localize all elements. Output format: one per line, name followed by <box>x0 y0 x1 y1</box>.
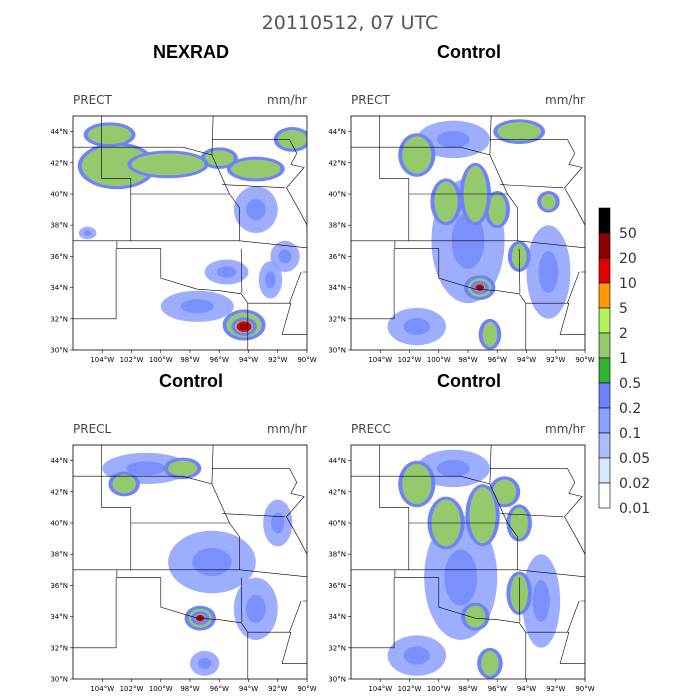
lon-tick-label: 100°W <box>426 356 451 364</box>
precip-area <box>168 461 197 477</box>
colorbar-label: 0.2 <box>619 401 642 417</box>
lon-tick-label: 94°W <box>516 356 537 364</box>
precip-area <box>112 475 135 494</box>
precip-area <box>84 230 92 236</box>
lon-tick-label: 92°W <box>546 356 566 364</box>
lat-tick-label: 34°N <box>328 284 346 293</box>
lat-tick-label: 32°N <box>50 644 68 653</box>
precip-area <box>539 251 559 293</box>
colorbar-label: 0.1 <box>619 426 642 442</box>
precip-area <box>278 249 291 263</box>
lon-tick-label: 104°W <box>90 685 115 693</box>
colorbar-swatch <box>599 383 610 408</box>
lat-tick-label: 40°N <box>50 519 68 528</box>
precip-area <box>402 464 431 505</box>
precip-area <box>402 136 431 173</box>
lat-tick-label: 34°N <box>328 613 346 622</box>
lat-tick-label: 40°N <box>50 190 68 199</box>
lon-tick-label: 104°W <box>368 356 393 364</box>
lon-tick-label: 100°W <box>148 356 173 364</box>
precip-area <box>231 160 281 179</box>
lat-tick-label: 34°N <box>50 613 68 622</box>
lat-tick-label: 42°N <box>50 159 68 168</box>
figure-title: 20110512, 07 UTC <box>261 12 439 34</box>
map-panel-nexrad <box>0 42 336 364</box>
lon-tick-label: 96°W <box>487 356 507 364</box>
colorbar-swatch <box>599 408 610 433</box>
lon-tick-label: 104°W <box>90 356 115 364</box>
precip-area <box>465 606 485 628</box>
lat-tick-label: 36°N <box>50 252 68 261</box>
unit-label: mm/hr <box>267 93 307 107</box>
lon-tick-label: 94°W <box>238 356 259 364</box>
precip-area <box>192 548 231 576</box>
variable-label: PRECL <box>73 422 112 436</box>
lon-tick-label: 92°W <box>546 685 566 693</box>
lon-tick-label: 104°W <box>368 685 393 693</box>
precip-core <box>240 323 249 329</box>
lat-tick-label: 38°N <box>50 221 68 230</box>
precip-area <box>88 125 132 144</box>
precip-area <box>126 461 165 475</box>
lat-tick-label: 42°N <box>328 159 346 168</box>
lon-tick-label: 100°W <box>148 685 173 693</box>
lon-tick-label: 94°W <box>516 685 537 693</box>
lat-tick-label: 32°N <box>50 315 68 324</box>
lat-tick-label: 44°N <box>328 457 346 466</box>
lat-tick-label: 44°N <box>328 128 346 137</box>
precip-area <box>404 646 430 664</box>
colorbar <box>599 208 650 517</box>
lon-tick-label: 90°W <box>575 356 595 364</box>
lat-tick-label: 30°N <box>50 675 68 684</box>
precip-area <box>510 507 528 538</box>
precip-area <box>265 271 276 288</box>
precip-area <box>437 131 470 148</box>
panel-title: Control <box>437 371 501 391</box>
lon-tick-label: 96°W <box>487 685 507 693</box>
lat-tick-label: 40°N <box>328 519 346 528</box>
precip-area <box>246 595 266 623</box>
panel-title: Control <box>437 42 501 62</box>
map-panels <box>0 42 614 693</box>
colorbar-swatch <box>599 458 610 483</box>
precip-area <box>533 580 550 622</box>
lat-tick-label: 38°N <box>328 550 346 559</box>
lat-tick-label: 42°N <box>50 488 68 497</box>
lon-tick-label: 90°W <box>297 685 317 693</box>
colorbar-label: 20 <box>619 251 637 267</box>
precip-area <box>271 512 284 533</box>
panel-title: Control <box>159 371 223 391</box>
lat-tick-label: 40°N <box>328 190 346 199</box>
unit-label: mm/hr <box>267 422 307 436</box>
precip-area <box>132 153 205 175</box>
colorbar-label: 1 <box>619 351 628 367</box>
lat-tick-label: 36°N <box>328 581 346 590</box>
lon-tick-label: 102°W <box>397 685 422 693</box>
colorbar-swatch <box>599 208 610 233</box>
variable-label: PRECC <box>351 422 391 436</box>
lon-tick-label: 90°W <box>297 356 317 364</box>
lon-tick-label: 98°W <box>458 356 478 364</box>
colorbar-swatch <box>599 233 610 258</box>
panel-title: NEXRAD <box>152 42 230 62</box>
lat-tick-label: 42°N <box>328 488 346 497</box>
unit-label: mm/hr <box>545 422 585 436</box>
lon-tick-label: 100°W <box>426 685 451 693</box>
precip-area <box>404 318 430 335</box>
lon-tick-label: 96°W <box>209 356 229 364</box>
lat-tick-label: 38°N <box>328 221 346 230</box>
lon-tick-label: 102°W <box>119 356 144 364</box>
lat-tick-label: 36°N <box>50 581 68 590</box>
colorbar-label: 0.01 <box>619 501 651 517</box>
variable-label: PRECT <box>351 93 390 107</box>
variable-label: PRECT <box>73 93 112 107</box>
colorbar-swatch <box>599 358 610 383</box>
precip-area <box>488 194 506 225</box>
colorbar-swatch <box>599 333 610 358</box>
colorbar-swatch <box>599 258 610 283</box>
lat-tick-label: 32°N <box>328 644 346 653</box>
colorbar-swatch <box>599 433 610 458</box>
lat-tick-label: 44°N <box>50 457 68 466</box>
unit-label: mm/hr <box>545 93 585 107</box>
colorbar-swatch <box>599 308 610 333</box>
lat-tick-label: 36°N <box>328 252 346 261</box>
lat-tick-label: 30°N <box>328 346 346 355</box>
colorbar-label: 10 <box>619 276 637 292</box>
colorbar-label: 0.5 <box>619 376 642 392</box>
lon-tick-label: 94°W <box>238 685 259 693</box>
lat-tick-label: 30°N <box>328 675 346 684</box>
lat-tick-label: 34°N <box>50 284 68 293</box>
precip-area <box>483 322 498 347</box>
precip-area <box>469 487 495 543</box>
colorbar-label: 0.05 <box>619 451 651 467</box>
lon-tick-label: 90°W <box>575 685 595 693</box>
colorbar-label: 5 <box>619 301 628 317</box>
map-panel-ctrl-prect <box>278 42 614 364</box>
precip-area <box>434 182 457 223</box>
lon-tick-label: 102°W <box>119 685 144 693</box>
precip-area <box>246 199 266 220</box>
map-panel-ctrl-precc <box>278 371 614 693</box>
lat-tick-label: 30°N <box>50 346 68 355</box>
precip-area <box>497 122 541 141</box>
lon-tick-label: 92°W <box>268 685 288 693</box>
lon-tick-label: 92°W <box>268 356 288 364</box>
precip-area <box>444 550 477 606</box>
lat-tick-label: 44°N <box>50 128 68 137</box>
colorbar-label: 2 <box>619 326 628 342</box>
map-panel-ctrl-precl <box>0 371 336 693</box>
lon-tick-label: 98°W <box>180 356 200 364</box>
colorbar-label: 0.02 <box>619 476 651 492</box>
lon-tick-label: 98°W <box>180 685 200 693</box>
lon-tick-label: 102°W <box>397 356 422 364</box>
lon-tick-label: 96°W <box>209 685 229 693</box>
lon-tick-label: 98°W <box>458 685 478 693</box>
precip-area <box>198 658 211 669</box>
precip-core <box>477 286 482 290</box>
colorbar-swatch <box>599 483 610 508</box>
precip-area <box>541 194 556 210</box>
lat-tick-label: 32°N <box>328 315 346 324</box>
colorbar-swatch <box>599 283 610 308</box>
colorbar-label: 50 <box>619 226 637 242</box>
lat-tick-label: 38°N <box>50 550 68 559</box>
precip-area <box>181 299 214 313</box>
precip-area <box>217 266 237 277</box>
precip-area <box>481 651 499 676</box>
precip-area <box>205 150 234 166</box>
precip-area <box>437 460 470 477</box>
